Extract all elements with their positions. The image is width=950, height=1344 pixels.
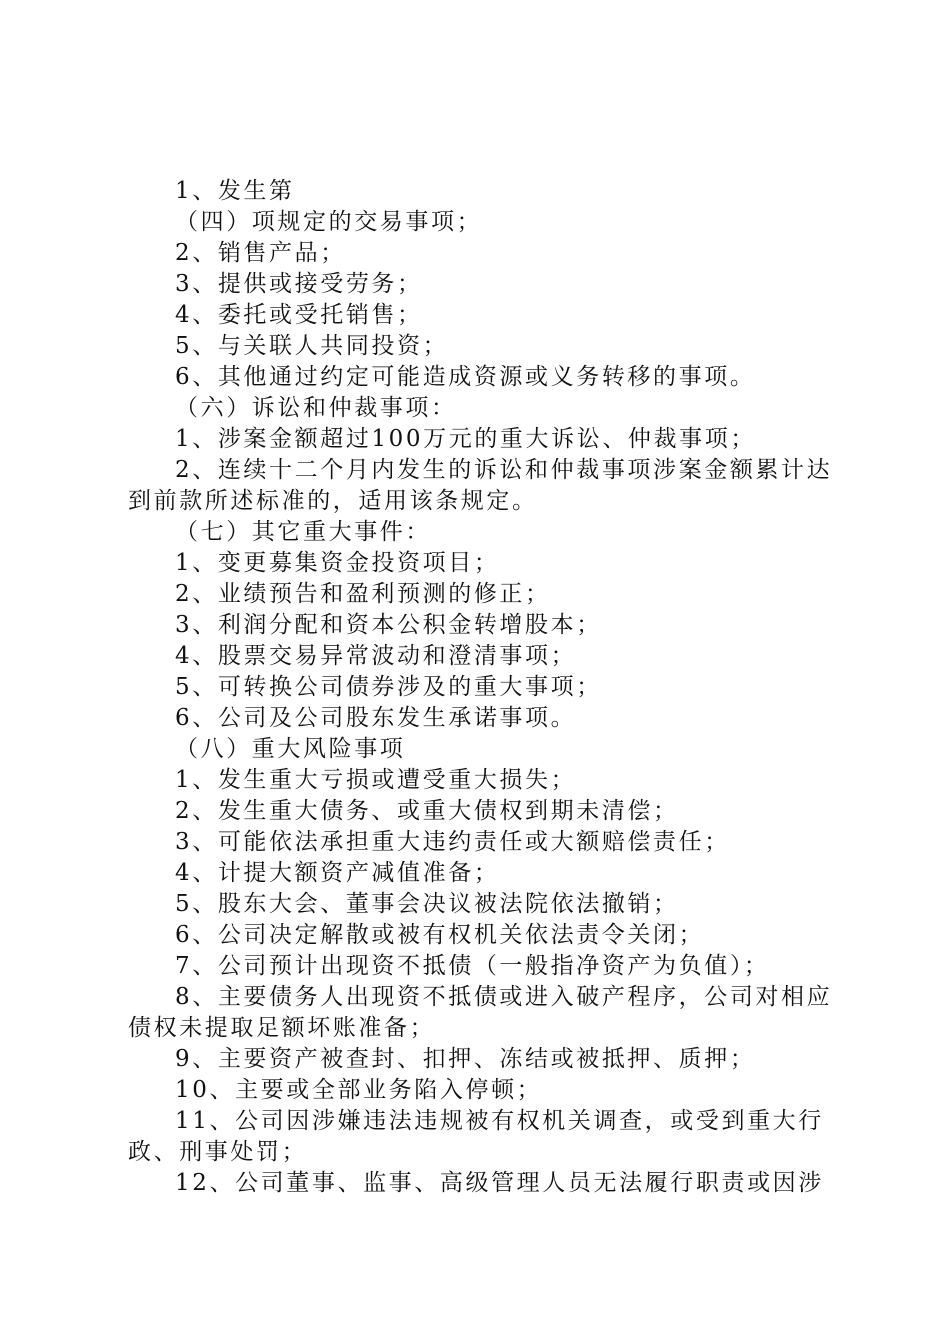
paragraph: 9、主要资产被查封、扣押、冻结或被抵押、质押； [175, 1046, 756, 1072]
paragraph: 4、股票交易异常波动和澄清事项； [175, 643, 577, 669]
paragraph: 2、业绩预告和盈利预测的修正； [175, 581, 551, 607]
paragraph: 6、其他通过约定可能造成资源或义务转移的事项。 [175, 364, 756, 390]
paragraph: 1、发生重大亏损或遭受重大损失； [175, 767, 577, 793]
paragraph: 1、涉案金额超过100万元的重大诉讼、仲裁事项； [175, 426, 756, 452]
paragraph: 5、股东大会、董事会决议被法院依法撤销； [175, 891, 679, 917]
paragraph: 4、委托或受托销售； [175, 302, 423, 328]
paragraph: 2、销售产品； [175, 240, 346, 266]
paragraph: 6、公司及公司股东发生承诺事项。 [175, 705, 577, 731]
paragraph: 1、发生第 [175, 178, 295, 204]
paragraph: 2、发生重大债务、或重大债权到期未清偿； [175, 798, 679, 824]
paragraph: 8、主要债务人出现资不抵债或进入破产程序，公司对相应债权未提取足额坏账准备； [128, 984, 833, 1041]
paragraph: 1、变更募集资金投资项目； [175, 550, 500, 576]
paragraph: 5、与关联人共同投资； [175, 333, 449, 359]
paragraph: 4、计提大额资产减值准备； [175, 860, 500, 886]
paragraph: 3、利润分配和资本公积金转增股本； [175, 612, 602, 638]
paragraph: 6、公司决定解散或被有权机关依法责令关闭； [175, 922, 705, 948]
paragraph: 7、公司预计出现资不抵债（一般指净资产为负值）； [175, 953, 770, 979]
document-body [128, 176, 833, 1199]
paragraph: 5、可转换公司债券涉及的重大事项； [175, 674, 602, 700]
paragraph: 2、连续十二个月内发生的诉讼和仲裁事项涉案金额累计达到前款所述标准的，适用该条规定。 [128, 457, 833, 514]
paragraph: 3、提供或接受劳务； [175, 271, 423, 297]
section-heading: （八）重大风险事项 [175, 736, 406, 762]
paragraph: 10、主要或全部业务陷入停顿； [175, 1077, 543, 1103]
paragraph: 3、可能依法承担重大违约责任或大额赔偿责任； [175, 829, 730, 855]
section-heading: （六）诉讼和仲裁事项： [175, 395, 457, 421]
section-heading: （七）其它重大事件： [175, 519, 431, 545]
paragraph: 12、公司董事、监事、高级管理人员无法履行职责或因涉 [175, 1170, 824, 1196]
paragraph: 11、公司因涉嫌违法违规被有权机关调查，或受到重大行政、刑事处罚； [128, 1108, 824, 1165]
section-heading: （四）项规定的交易事项； [175, 209, 483, 235]
